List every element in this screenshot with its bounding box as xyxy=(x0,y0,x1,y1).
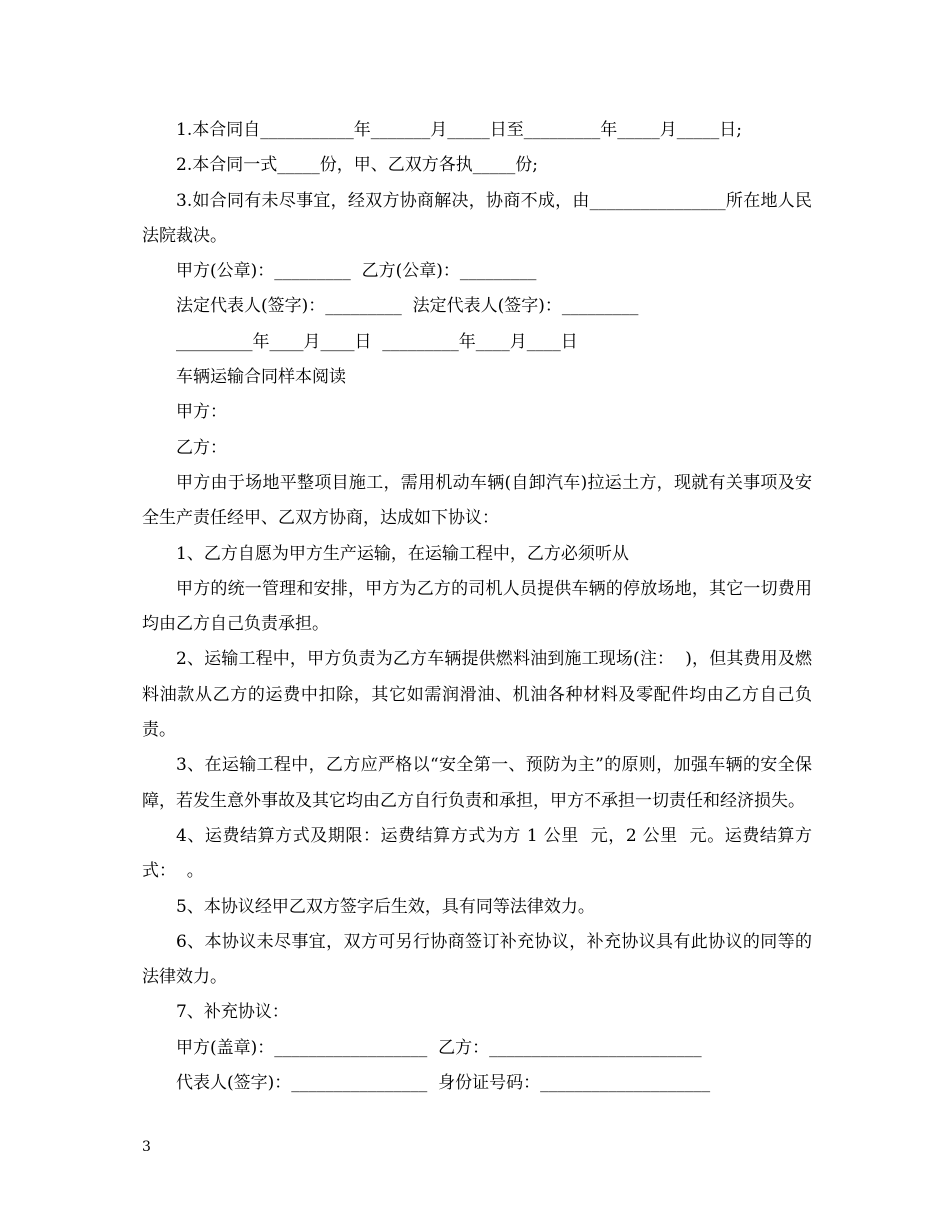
clause-1-body: 甲方的统一管理和安排，甲方为乙方的司机人员提供车辆的停放场地，其它一切费用均由乙方自己负责承担。 xyxy=(142,578,812,635)
clause-5: 5、本协议经甲乙双方签字后生效，具有同等法律效力。 xyxy=(176,896,595,917)
clause-4: 4、运费结算方式及期限：运费结算方式为方 1 公里 元，2 公里 元。运费结算方式： 。 xyxy=(142,825,812,882)
representative-id-line: 代表人(签字)：________________ 身份证号码：____________________ xyxy=(176,1073,711,1094)
clause-dispute-resolution: 3.如合同有未尽事宜，经双方协商解决，协商不成，由________________所在地人民法院裁决。 xyxy=(142,190,812,246)
party-a-seal-line: 甲方(盖章)：__________________ 乙方：_________________________ xyxy=(176,1037,702,1058)
clause-copies: 2.本合同一式_____份，甲、乙双方各执_____份; xyxy=(176,155,538,176)
party-a-label: 甲方： xyxy=(176,402,227,423)
page-number: 3 xyxy=(142,1139,151,1155)
section-title: 车辆运输合同样本阅读 xyxy=(176,367,346,388)
clause-3: 3、在运输工程中，乙方应严格以“安全第一、预防为主”的原则，加强车辆的安全保障，若发生意外事故及其它均由乙方自行负责和承担，甲方不承担一切责任和经济损失。 xyxy=(142,755,812,811)
clause-2: 2、运输工程中，甲方负责为乙方车辆提供燃料油到施工现场(注： )，但其费用及燃料油款从乙方的运费中扣除，其它如需润滑油、机油各种材料及零配件均由乙方自己负责。 xyxy=(142,649,812,741)
document-body xyxy=(142,113,812,1101)
clause-7: 7、补充协议： xyxy=(176,1002,289,1023)
seal-line: 甲方(公章)：_________ 乙方(公章)：_________ xyxy=(176,261,537,282)
clause-1-heading: 1、乙方自愿为甲方生产运输，在运输工程中，乙方必须听从 xyxy=(176,543,629,564)
clause-6: 6、本协议未尽事宜，双方可另行协商签订补充协议，补充协议具有此协议的同等的法律效力。 xyxy=(142,931,812,988)
clause-contract-term: 1.本合同自___________年_______月_____日至_________年_____月_____日; xyxy=(176,120,742,140)
party-b-label: 乙方： xyxy=(176,437,227,458)
date-line: _________年____月____日 _________年____月____日 xyxy=(176,331,578,352)
legal-rep-signature-line: 法定代表人(签字)：_________ 法定代表人(签字)：_________ xyxy=(176,296,639,317)
preamble-paragraph: 甲方由于场地平整项目施工，需用机动车辆(自卸汽车)拉运土方，现就有关事项及安全生产责任经甲、乙双方协商，达成如下协议： xyxy=(142,472,812,529)
